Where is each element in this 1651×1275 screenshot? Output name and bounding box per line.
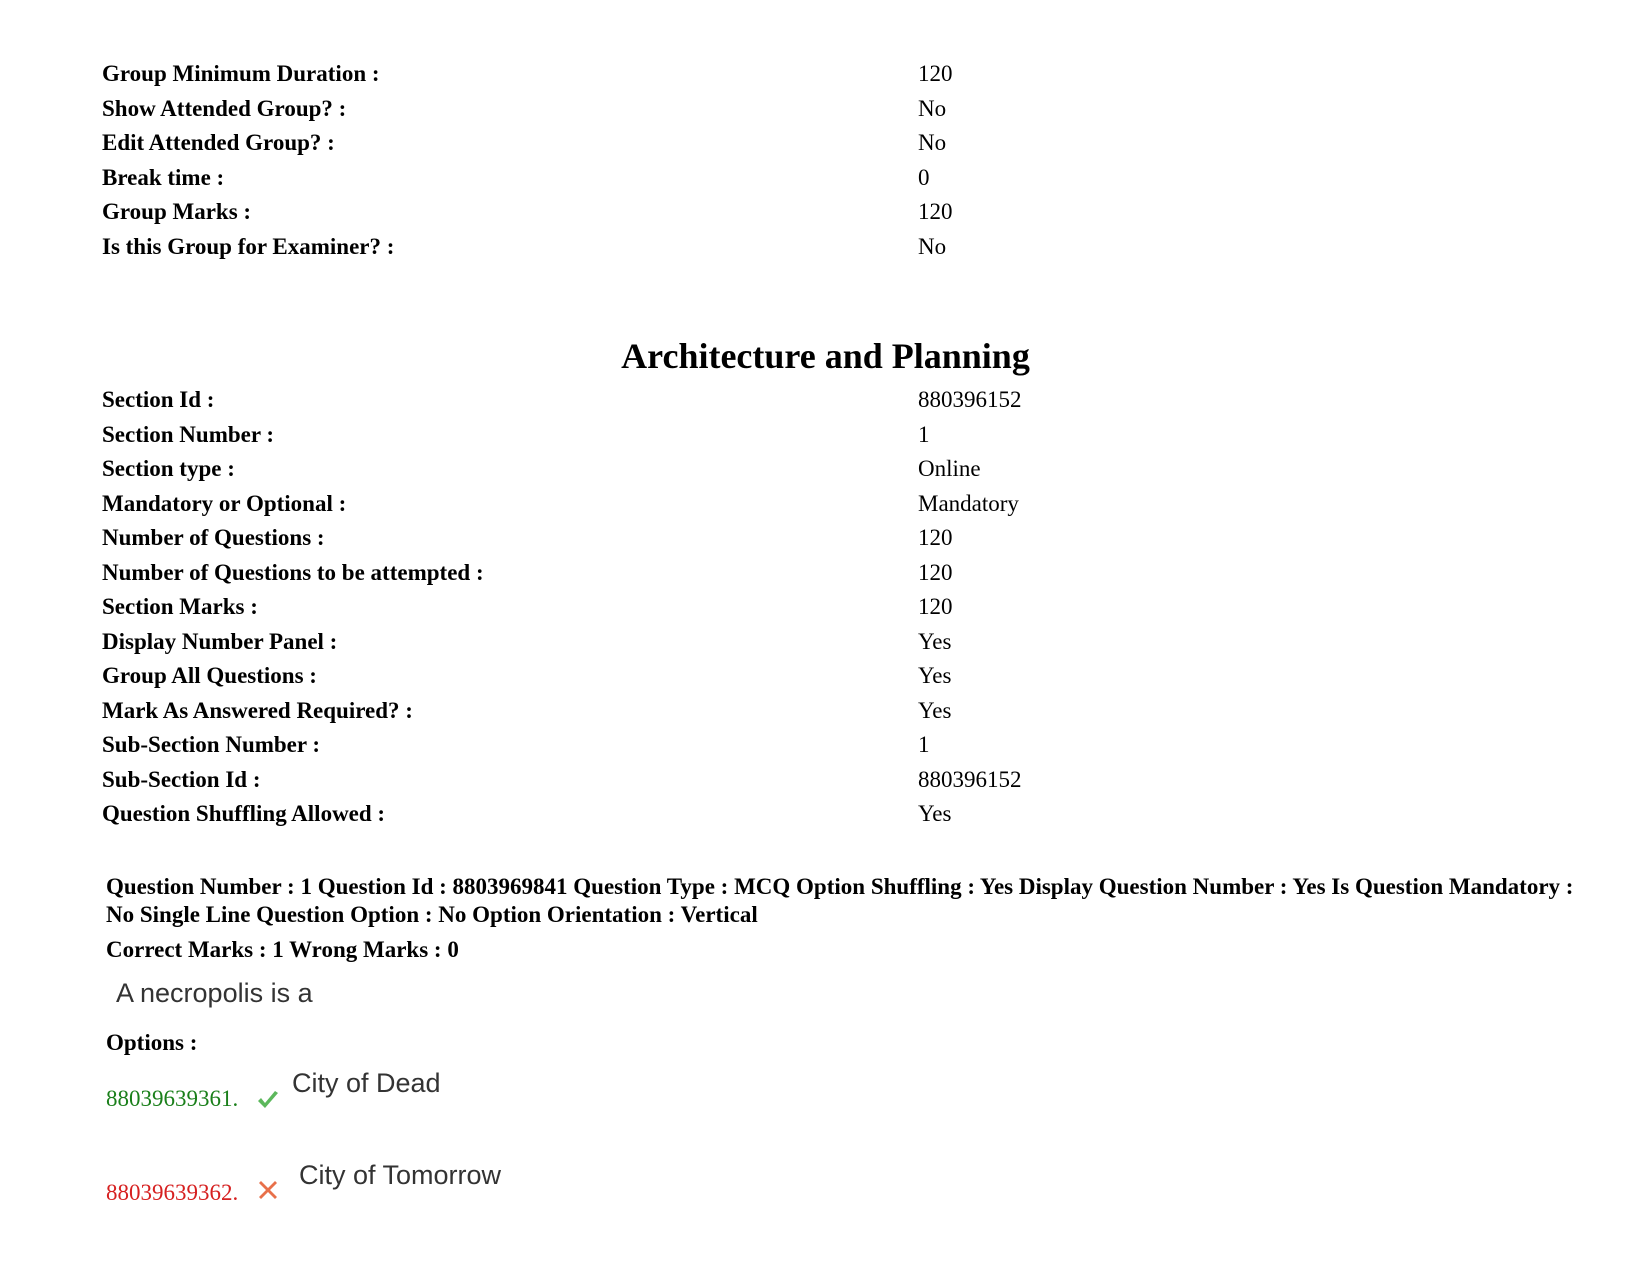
group-info-value: No (918, 95, 947, 121)
group-info-label: Show Attended Group? : (102, 95, 347, 121)
group-info-label: Group Marks : (102, 199, 252, 224)
option-wrong (106, 1160, 806, 1210)
option-number: 88039639362. (106, 1180, 239, 1205)
section-info-value: 1 (918, 421, 930, 447)
section-info-value: 1 (918, 732, 930, 757)
section-info-row (102, 383, 1402, 418)
group-info-value: 0 (918, 164, 930, 190)
section-info-value: 120 (918, 594, 953, 619)
section-info-value: 120 (918, 559, 953, 585)
group-info-row (102, 57, 1402, 92)
options-label: Options : (106, 1030, 198, 1055)
section-info-label: Number of Questions to be attempted : (102, 559, 484, 585)
group-info-label: Break time : (102, 164, 225, 190)
option-text: City of Dead (292, 1068, 441, 1098)
question-marks: Correct Marks : 1 Wrong Marks : 0 (106, 937, 459, 962)
group-info-value: No (918, 233, 947, 259)
group-info-value: 120 (918, 199, 953, 224)
section-info-row (102, 418, 1402, 453)
section-info-value: Yes (918, 663, 952, 688)
group-info-value: 120 (918, 61, 953, 86)
group-info-row (102, 195, 1402, 230)
check-icon (256, 1088, 280, 1112)
group-info-label: Is this Group for Examiner? : (102, 233, 395, 259)
section-info-value: 880396152 (918, 766, 1022, 792)
section-title: Architecture and Planning (621, 336, 1030, 376)
section-info-row (102, 452, 1402, 487)
section-info-value: 880396152 (918, 387, 1022, 412)
section-info-row (102, 487, 1402, 522)
group-info-row (102, 92, 1402, 127)
section-info-label: Question Shuffling Allowed : (102, 801, 386, 826)
section-info-value: 120 (918, 525, 953, 550)
section-info-label: Group All Questions : (102, 663, 317, 688)
section-info-label: Section Marks : (102, 594, 258, 619)
group-info-row (102, 161, 1402, 196)
group-info-row (102, 126, 1402, 161)
section-info-label: Sub-Section Number : (102, 732, 321, 757)
section-info-row (102, 590, 1402, 625)
section-info-label: Section Number : (102, 421, 275, 447)
section-info-row (102, 728, 1402, 763)
section-info-row (102, 694, 1402, 729)
option-number: 88039639361. (106, 1086, 239, 1111)
cross-icon (256, 1178, 280, 1202)
question-text: A necropolis is a (116, 978, 313, 1008)
section-info-row (102, 763, 1402, 798)
group-info-label: Edit Attended Group? : (102, 130, 335, 155)
section-info-row (102, 625, 1402, 660)
section-info-label: Display Number Panel : (102, 628, 338, 654)
section-info-row (102, 659, 1402, 694)
section-info-table (102, 383, 1402, 832)
group-info-row (102, 230, 1402, 265)
group-info-label: Group Minimum Duration : (102, 61, 380, 86)
section-info-label: Section type : (102, 456, 235, 481)
option-text: City of Tomorrow (299, 1160, 502, 1190)
section-info-label: Sub-Section Id : (102, 766, 261, 792)
group-info-value: No (918, 130, 947, 155)
section-info-row (102, 797, 1402, 832)
section-info-label: Mark As Answered Required? : (102, 697, 413, 723)
section-info-value: Yes (918, 801, 952, 826)
section-info-label: Mandatory or Optional : (102, 490, 347, 516)
section-info-row (102, 521, 1402, 556)
section-info-value: Online (918, 456, 981, 481)
section-info-row (102, 556, 1402, 591)
section-info-label: Number of Questions : (102, 525, 325, 550)
section-info-value: Yes (918, 628, 952, 654)
option-correct (106, 1068, 806, 1118)
question-meta: Question Number : 1 Question Id : 8803969841 Question Type : MCQ Option Shuffling : Yes Display Question Number : Yes Is Question Mandatory : No Single Line Question Option : No Option Orientation : Vertical (106, 874, 1574, 927)
section-info-value: Yes (918, 697, 952, 723)
section-info-label: Section Id : (102, 387, 215, 412)
group-info-table (102, 57, 1402, 264)
section-info-value: Mandatory (918, 490, 1019, 516)
